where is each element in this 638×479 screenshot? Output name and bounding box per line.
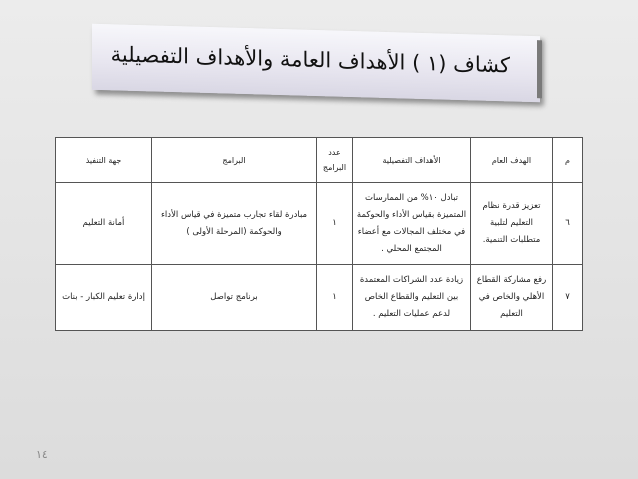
goals-table [55,137,583,331]
row-program-count: ١ [317,183,353,265]
row-general-goal: رفع مشاركة القطاع الأهلي والخاص في التعليم [471,265,553,331]
row-programs: مبادرة لقاء تجارب متميزة في قياس الأداء والحوكمة (المرحلة الأولى ) [152,183,317,265]
header-detailed-goals: الأهداف التفصيلية [353,138,471,183]
table-row [56,265,583,331]
header-program-count: عدد البرامج [317,138,353,183]
header-num: م [553,138,583,183]
row-implementer: إدارة تعليم الكبار - بنات [56,265,152,331]
row-detailed-goals: زيادة عدد الشراكات المعتمدة بين التعليم والقطاع الخاص لدعم عمليات التعليم . [353,265,471,331]
row-program-count: ١ [317,265,353,331]
row-general-goal: تعزيز قدرة نظام التعليم لتلبية متطلبات التنمية. [471,183,553,265]
header-implementer: جهة التنفيذ [56,138,152,183]
page-title: كشاف (١ ) الأهداف العامة والأهداف التفصيلية [110,42,510,78]
title-banner [92,24,540,103]
table-row [56,183,583,265]
header-programs: البرامج [152,138,317,183]
row-num: ٦ [553,183,583,265]
row-detailed-goals: تبادل ١٠% من الممارسات المتميزة بقياس الأداء والحوكمة في مختلف المجالات مع أعضاء المجتمع المحلي . [353,183,471,265]
row-num: ٧ [553,265,583,331]
row-implementer: أمانة التعليم [56,183,152,265]
page-number: ١٤ [36,448,48,461]
row-programs: برنامج تواصل [152,265,317,331]
banner-accent-bar [537,40,542,98]
header-general-goal: الهدف العام [471,138,553,183]
table-header-row [56,138,583,183]
